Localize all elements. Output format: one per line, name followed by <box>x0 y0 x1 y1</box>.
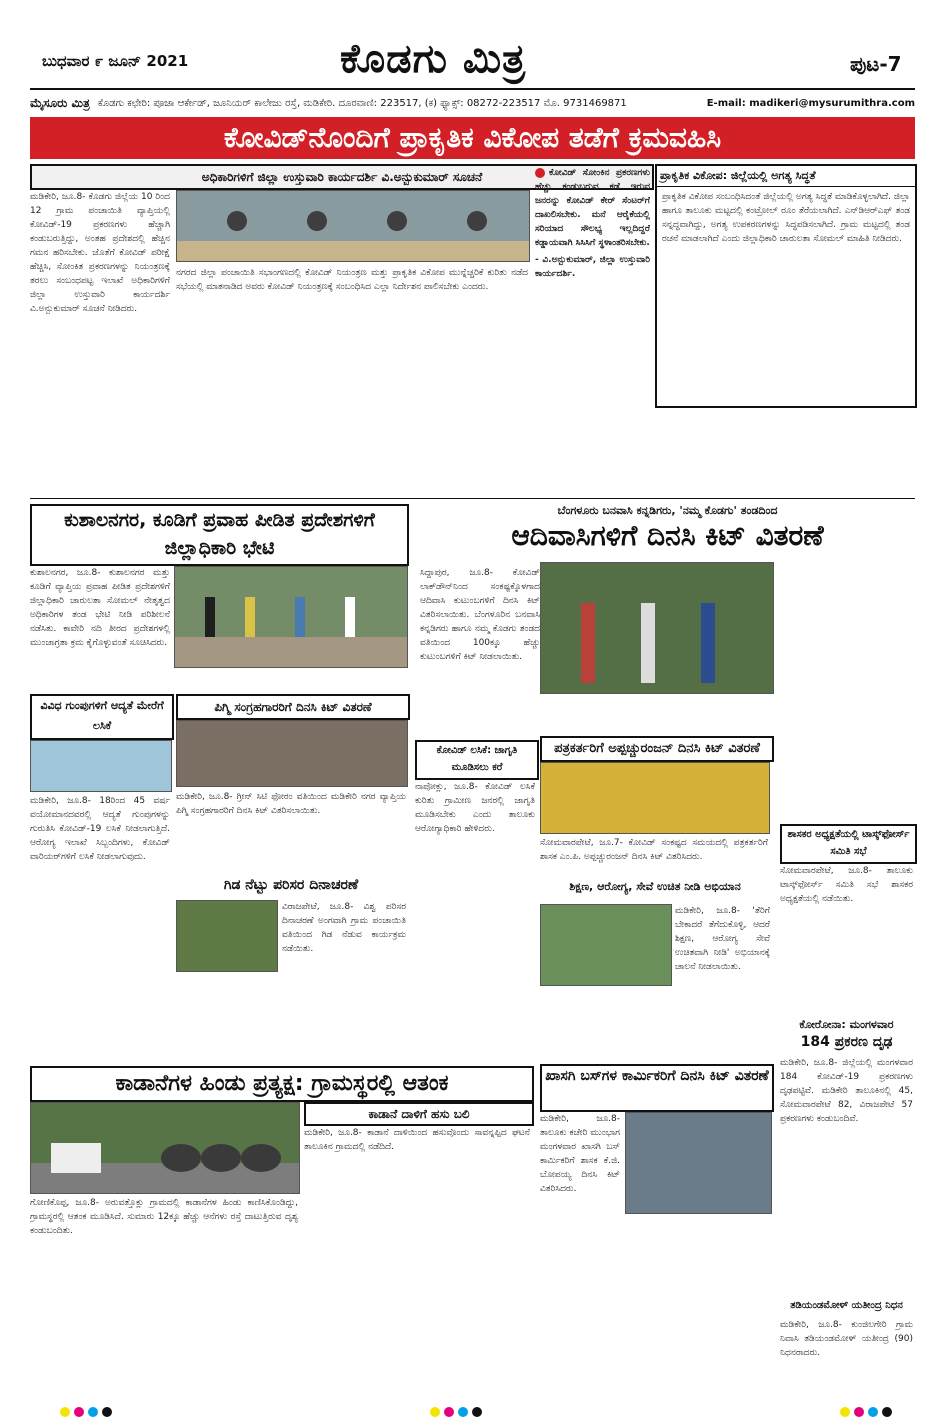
article-kushalnagar-text: ಕುಶಾಲನಗರ, ಜೂ.8- ಕುಶಾಲನಗರ ಮತ್ತು ಕೂಡಿಗೆ ವ್ಯಾಪ್ತಿಯ ಪ್ರವಾಹ ಪೀಡಿತ ಪ್ರದೇಶಗಳಿಗೆ ಜಿಲ್ಲಾಧಿಕಾರಿ ಚಾರುಲತಾ ಸೋಮಲ್ ನೇತೃತ್ವದ ಅಧಿಕಾರಿಗಳ ತಂಡ ಭೇಟಿ ನೀಡಿ ಪರಿಶೀಲನೆ ನಡೆಸಿತು. ಕಾವೇರಿ ನದಿ ತೀರದ ಪ್ರದೇಶಗಳಲ್ಲಿ ಮುಂಜಾಗ್ರತಾ ಕ್ರಮ ಕೈಗೊಳ್ಳುವಂತೆ ಸೂಚಿಸಿದರು. <box>30 568 170 648</box>
section-divider <box>30 498 915 499</box>
article-awareness-headline: ಕೋವಿಡ್ ಲಸಿಕೆ: ಜಾಗೃತಿ ಮೂಡಿಸಲು ಕರೆ <box>415 740 539 780</box>
lead-text-col2: ನಗರದ ಜಿಲ್ಲಾ ಪಂಚಾಯಿತಿ ಸಭಾಂಗಣದಲ್ಲಿ ಕೋವಿಡ್ ನಿಯಂತ್ರಣ ಮತ್ತು ಪ್ರಾಕೃತಿಕ ವಿಕೋಪ ಮುನ್ನೆಚ್ಚರಿಕೆ ಕುರಿತು ನಡೆದ ಸಭೆಯಲ್ಲಿ ಮಾತನಾಡಿದ ಅವರು ಕೋವಿಡ್ ನಿಯಂತ್ರಣಕ್ಕೆ ಸಂಬಂಧಿಸಿದ ಎಲ್ಲಾ ನಿರ್ದೇಶನ ಪಾಲಿಸಬೇಕು ಎಂದರು. <box>176 268 528 292</box>
page-number: ಪುಟ-7 <box>850 52 902 76</box>
adivasi-kit-photo <box>540 562 774 694</box>
meeting-photo <box>176 190 530 262</box>
article-kushalnagar-headline: ಕುಶಾಲನಗರ, ಕೂಡಿಗೆ ಪ್ರವಾಹ ಪೀಡಿತ ಪ್ರದೇಶಗಳಿಗೆ ಜಿಲ್ಲಾಧಿಕಾರಿ ಭೇಟಿ <box>30 504 409 566</box>
journalists-kit-photo <box>540 762 770 834</box>
elephant-herd-photo <box>30 1102 300 1194</box>
article-journalists-text: ಸೋಮವಾರಪೇಟೆ, ಜೂ.7- ಕೋವಿಡ್ ಸಂಕಷ್ಟದ ಸಮಯದಲ್ಲಿ ಪತ್ರಕರ್ತರಿಗೆ ಶಾಸಕ ಎಂ.ಪಿ. ಅಪ್ಪಚ್ಚುರಂಜನ್ ದಿನಸಿ ಕಿಟ್ ವಿತರಿಸಿದರು. <box>540 838 768 862</box>
office-info-bar <box>30 92 915 114</box>
article-corona-subhead: 184 ಪ್ರಕರಣ ದೃಢ <box>800 1034 893 1050</box>
edition-date: ಬುಧವಾರ ೯ ಜೂನ್ 2021 <box>42 52 189 70</box>
brand-name: ಮೈಸೂರು ಮಿತ್ರ <box>30 95 90 110</box>
article-journalists-headline: ಪತ್ರಕರ್ತರಿಗೆ ಅಪ್ಪಚ್ಚುರಂಜನ್ ದಿನಸಿ ಕಿಟ್ ವಿತರಣೆ <box>540 736 774 762</box>
lead-highlight-quote: ಕೋವಿಡ್ ಸೋಂಕಿನ ಪ್ರಕರಣಗಳು ಹೆಚ್ಚು ಕಂಡುಬರುವ ಕಡೆ ಇರುವ ಜನರನ್ನು ಕೋವಿಡ್ ಕೇರ್ ಸೆಂಟರ್‌ಗೆ ದಾಖಲಿಸಬೇಕು. ಮನೆ ಆರೈಕೆಯಲ್ಲಿ ಸರಿಯಾದ ಸೌಲಭ್ಯ ಇಲ್ಲದಿದ್ದರೆ ಕಡ್ಡಾಯವಾಗಿ ಸಿಸಿಸಿಗೆ ಸ್ಥಳಾಂತರಿಸಬೇಕು. - ವಿ.ಅನ್ಬುಕುಮಾರ್, ಜಿಲ್ಲಾ ಉಸ್ತುವಾರಿ ಕಾರ್ಯದರ್ಶಿ. <box>535 168 650 279</box>
print-color-marks-center <box>430 1402 486 1421</box>
article-cow-headline: ಕಾಡಾನೆ ದಾಳಿಗೆ ಹಸು ಬಲಿ <box>304 1102 534 1126</box>
sidebar-news-title: ಪ್ರಾಕೃತಿಕ ವಿಕೋಪ: ಜಿಲ್ಲೆಯಲ್ಲಿ ಅಗತ್ಯ ಸಿದ್ಧತೆ <box>657 166 915 187</box>
article-taskforce-headline: ಶಾಸಕರ ಅಧ್ಯಕ್ಷತೆಯಲ್ಲಿ ಟಾಸ್ಕ್‌ಫೋರ್ಸ್ ಸಮಿತಿ ಸಭೆ <box>780 824 917 864</box>
article-obituary-text: ಮಡಿಕೇರಿ, ಜೂ.8- ಕುಂಜಿಲಗೇರಿ ಗ್ರಾಮ ನಿವಾಸಿ ತಡಿಯಂಡಮೋಳ್ ಯತೀಂದ್ರ (90) ನಿಧನರಾದರು. <box>780 1320 913 1358</box>
tree-planting-photo <box>176 900 278 972</box>
article-corona-text: ಮಡಿಕೇರಿ, ಜೂ.8- ಜಿಲ್ಲೆಯಲ್ಲಿ ಮಂಗಳವಾರ 184 ಕೋವಿಡ್-19 ಪ್ರಕರಣಗಳು ದೃಢಪಟ್ಟಿವೆ. ಮಡಿಕೇರಿ ತಾಲೂಕಿನಲ್ಲಿ 45, ಸೋಮವಾರಪೇಟೆ 82, ವಿರಾಜಪೇಟೆ 57 ಪ್ರಕರಣಗಳು ಕಂಡುಬಂದಿವೆ. <box>780 1058 913 1124</box>
article-environment-headline: ಗಿಡ ನೆಟ್ಟು ಪರಿಸರ ದಿನಾಚರಣೆ <box>223 877 359 893</box>
article-awareness-text: ನಾಪೋಕ್ಲು, ಜೂ.8- ಕೋವಿಡ್ ಲಸಿಕೆ ಕುರಿತು ಗ್ರಾಮೀಣ ಜನರಲ್ಲಿ ಜಾಗೃತಿ ಮೂಡಿಸಬೇಕು ಎಂದು ತಾಲೂಕು ಆರೋಗ್ಯಾಧಿಕಾರಿ ಹೇಳಿದರು. <box>415 782 535 834</box>
article-adivasi-kicker: ಬೆಂಗಳೂರು ಬನವಾಸಿ ಕನ್ನಡಿಗರು, 'ನಮ್ಮ ಕೊಡಗು' ತಂಡದಿಂದ <box>557 504 778 517</box>
article-vaccine-text: ಮಡಿಕೇರಿ, ಜೂ.8- 18ರಿಂದ 45 ವರ್ಷ ವಯೋಮಾನದವರಲ್ಲಿ ಆದ್ಯತೆ ಗುಂಪುಗಳನ್ನು ಗುರುತಿಸಿ ಕೋವಿಡ್-19 ಲಸಿಕೆ ನೀಡಲಾಗುತ್ತಿದೆ. ಆರೋಗ್ಯ ಇಲಾಖೆ ಸಿಬ್ಬಂದಿಗಳು, ಕೋವಿಡ್ ವಾರಿಯರ್‌ಗಳಿಗೆ ಲಸಿಕೆ ನೀಡಲಾಗುವುದು. <box>30 796 170 862</box>
office-address: ಕೊಡಗು ಕಛೇರಿ: ಪೂಜಾ ಆರ್ಕೇಡ್, ಜೂನಿಯರ್ ಕಾಲೇಜು ರಸ್ತೆ, ಮಡಿಕೇರಿ. ದೂರವಾಣಿ: 223517, (ಕ) ಫ್ಯಾಕ್ಸ್: 08272-223517 ಮೊ. 9731469871 <box>97 97 627 109</box>
article-environment-text: ವಿರಾಜಪೇಟೆ, ಜೂ.8- ವಿಶ್ವ ಪರಿಸರ ದಿನಾಚರಣೆ ಅಂಗವಾಗಿ ಗ್ರಾಮ ಪಂಚಾಯಿತಿ ವತಿಯಿಂದ ಗಿಡ ನೆಡುವ ಕಾರ್ಯಕ್ರಮ ನಡೆಯಿತು. <box>282 902 406 954</box>
article-taskforce-text: ಸೋಮವಾರಪೇಟೆ, ಜೂ.8- ತಾಲೂಕು ಟಾಸ್ಕ್‌ಫೋರ್ಸ್ ಸಮಿತಿ ಸಭೆ ಶಾಸಕರ ಅಧ್ಯಕ್ಷತೆಯಲ್ಲಿ ನಡೆಯಿತು. <box>780 866 913 904</box>
vaccine-photo <box>30 740 172 792</box>
bullet-icon <box>535 168 545 178</box>
lead-headline: ಕೋವಿಡ್‌ನೊಂದಿಗೆ ಪ್ರಾಕೃತಿಕ ವಿಕೋಪ ತಡೆಗೆ ಕ್ರಮವಹಿಸಿ <box>30 117 915 159</box>
quote-attribution: - ವಿ.ಅನ್ಬುಕುಮಾರ್, ಜಿಲ್ಲಾ ಉಸ್ತುವಾರಿ ಕಾರ್ಯದರ್ಶಿ. <box>535 255 650 279</box>
article-adivasi-headline: ಆದಿವಾಸಿಗಳಿಗೆ ದಿನಸಿ ಕಿಟ್ ವಿತರಣೆ <box>511 519 824 552</box>
article-pigmi-headline: ಪಿಗ್ಮಿ ಸಂಗ್ರಹಗಾರರಿಗೆ ದಿನಸಿ ಕಿಟ್ ವಿತರಣೆ <box>176 694 410 720</box>
article-adivasi-text: ಸಿದ್ದಾಪುರ, ಜೂ.8- ಕೋವಿಡ್ ಲಾಕ್‌ಡೌನ್‌ನಿಂದ ಸಂಕಷ್ಟಕ್ಕೊಳಗಾದ ಆದಿವಾಸಿ ಕುಟುಂಬಗಳಿಗೆ ದಿನಸಿ ಕಿಟ್ ವಿತರಿಸಲಾಯಿತು. ಬೆಂಗಳೂರಿನ ಬನವಾಸಿ ಕನ್ನಡಿಗರು ಹಾಗೂ ನಮ್ಮ ಕೊಡಗು ತಂಡದ ವತಿಯಿಂದ 100ಕ್ಕೂ ಹೆಚ್ಚು ಕುಟುಂಬಗಳಿಗೆ ಕಿಟ್ ನೀಡಲಾಯಿತು. <box>420 568 540 662</box>
office-email: E-mail: madikeri@mysurumithra.com <box>706 97 915 109</box>
article-vaccine-headline: ವಿವಿಧ ಗುಂಪುಗಳಿಗೆ ಆದ್ಯತೆ ಮೇರೆಗೆ ಲಸಿಕೆ <box>30 694 174 740</box>
flood-visit-photo <box>174 566 408 668</box>
article-campaign-headline: ಶಿಕ್ಷಣ, ಆರೋಗ್ಯ, ಸೇವೆ ಉಚಿತ ನೀಡಿ ಅಭಿಯಾನ <box>569 880 741 893</box>
article-cow-text: ಮಡಿಕೇರಿ, ಜೂ.8- ಕಾಡಾನೆ ದಾಳಿಯಿಂದ ಹಸುವೊಂದು ಸಾವನ್ನಪ್ಪಿದ ಘಟನೆ ತಾಲೂಕಿನ ಗ್ರಾಮದಲ್ಲಿ ನಡೆದಿದೆ. <box>304 1128 530 1152</box>
campaign-photo <box>540 904 672 986</box>
sidebar-news-text: ಪ್ರಾಕೃತಿಕ ವಿಕೋಪ ಸಂಬಂಧಿಸಿದಂತೆ ಜಿಲ್ಲೆಯಲ್ಲಿ ಅಗತ್ಯ ಸಿದ್ಧತೆ ಮಾಡಿಕೊಳ್ಳಲಾಗಿದೆ. ಜಿಲ್ಲಾ ಹಾಗೂ ತಾಲೂಕು ಮಟ್ಟದಲ್ಲಿ ಕಂಟ್ರೋಲ್ ರೂಂ ತೆರೆಯಲಾಗಿದೆ. ಎನ್‌ಡಿಆರ್‌ಎಫ್ ತಂಡ ಸನ್ನದ್ಧವಾಗಿದ್ದು, ಅಗತ್ಯ ಉಪಕರಣಗಳನ್ನು ಸಿದ್ಧಪಡಿಸಲಾಗಿದೆ. ಗ್ರಾಮ ಮಟ್ಟದಲ್ಲಿ ತಂಡ ರಚನೆ ಮಾಡಲಾಗಿದೆ ಎಂದು ಜಿಲ್ಲಾಧಿಕಾರಿ ಚಾರುಲತಾ ಸೋಮಲ್ ಮಾಹಿತಿ ನೀಡಿದರು. <box>662 192 910 244</box>
article-elephant-text: ಗೋಣಿಕೊಪ್ಪ, ಜೂ.8- ಅರುವತ್ತೊಕ್ಲು ಗ್ರಾಮದಲ್ಲಿ ಕಾಡಾನೆಗಳ ಹಿಂಡು ಕಾಣಿಸಿಕೊಂಡಿದ್ದು, ಗ್ರಾಮಸ್ಥರಲ್ಲಿ ಆತಂಕ ಮೂಡಿಸಿದೆ. ಸುಮಾರು 12ಕ್ಕೂ ಹೆಚ್ಚು ಆನೆಗಳು ರಸ್ತೆ ದಾಟುತ್ತಿರುವ ದೃಶ್ಯ ಕಂಡುಬಂದಿತು. <box>30 1198 298 1236</box>
article-pigmi-text: ಮಡಿಕೇರಿ, ಜೂ.8- ಗ್ರೀನ್ ಸಿಟಿ ಫೋರಂ ವತಿಯಿಂದ ಮಡಿಕೇರಿ ನಗರ ವ್ಯಾಪ್ತಿಯ ಪಿಗ್ಮಿ ಸಂಗ್ರಹಗಾರರಿಗೆ ದಿನಸಿ ಕಿಟ್ ವಿತರಿಸಲಾಯಿತು. <box>176 792 406 816</box>
masthead-title: ಕೊಡಗು ಮಿತ್ರ <box>340 36 527 82</box>
article-elephant-headline: ಕಾಡಾನೆಗಳ ಹಿಂಡು ಪ್ರತ್ಯಕ್ಷ: ಗ್ರಾಮಸ್ಥರಲ್ಲಿ ಆತಂಕ <box>30 1066 534 1102</box>
article-bus-headline: ಖಾಸಗಿ ಬಸ್‌ಗಳ ಕಾರ್ಮಿಕರಿಗೆ ದಿನಸಿ ಕಿಟ್ ವಿತರಣೆ <box>540 1064 774 1112</box>
article-obituary-headline: ತಡಿಯಂಡಮೋಳ್ ಯತೀಂದ್ರ ನಿಧನ <box>790 1300 903 1311</box>
print-color-marks-left <box>60 1402 116 1421</box>
sidebar-news-box <box>655 164 917 408</box>
article-campaign-text: ಮಡಿಕೇರಿ, ಜೂ.8- 'ತೆರಿಗೆ ಬೇಕಾದರೆ ತೆಗೆದುಕೊಳ್ಳಿ, ಆದರೆ ಶಿಕ್ಷಣ, ಆರೋಗ್ಯ ಸೇವೆ ಉಚಿತವಾಗಿ ನೀಡಿ' ಅಭಿಯಾನಕ್ಕೆ ಚಾಲನೆ ನೀಡಲಾಯಿತು. <box>675 906 770 972</box>
bus-workers-photo <box>625 1112 772 1214</box>
article-bus-text: ಮಡಿಕೇರಿ, ಜೂ.8- ತಾಲೂಕು ಕಚೇರಿ ಮುಂಭಾಗ ಮಂಗಳವಾರ ಖಾಸಗಿ ಬಸ್ ಕಾರ್ಮಿಕರಿಗೆ ಶಾಸಕ ಕೆ.ಜಿ. ಬೋಪಯ್ಯ ದಿನಸಿ ಕಿಟ್ ವಿತರಿಸಿದರು. <box>540 1114 620 1194</box>
lead-text-col1: ಮಡಿಕೇರಿ, ಜೂ.8- ಕೊಡಗು ಜಿಲ್ಲೆಯ 10 ರಿಂದ 12 ಗ್ರಾಮ ಪಂಚಾಯಿತಿ ವ್ಯಾಪ್ತಿಯಲ್ಲಿ ಕೋವಿಡ್-19 ಪ್ರಕರಣಗಳು ಹೆಚ್ಚಾಗಿ ಕಂಡುಬರುತ್ತಿದ್ದು, ಅಂತಹ ಪ್ರದೇಶದಲ್ಲಿ ಹೆಚ್ಚಿನ ಗಮನ ಹರಿಸಬೇಕು. ಜೊತೆಗೆ ಕೋವಿಡ್ ಪರೀಕ್ಷೆ ಹೆಚ್ಚಿಸಿ, ಸೋಂಕಿತ ಪ್ರಕರಣಗಳನ್ನು ನಿಯಂತ್ರಣಕ್ಕೆ ತರಲು ಸಂಬಂಧಪಟ್ಟ ಇಲಾಖೆ ಅಧಿಕಾರಿಗಳಿಗೆ ಜಿಲ್ಲಾ ಉಸ್ತುವಾರಿ ಕಾರ್ಯದರ್ಶಿ ವಿ.ಅನ್ಬುಕುಮಾರ್ ಸೂಚನೆ ನೀಡಿದರು. <box>30 192 170 314</box>
lead-subhead: ಅಧಿಕಾರಿಗಳಿಗೆ ಜಿಲ್ಲಾ ಉಸ್ತುವಾರಿ ಕಾರ್ಯದರ್ಶಿ ವಿ.ಅನ್ಬುಕುಮಾರ್ ಸೂಚನೆ <box>30 164 654 190</box>
header-rule <box>30 88 915 90</box>
article-corona-headline: ಕೋರೋನಾ: ಮಂಗಳವಾರ <box>799 1018 894 1031</box>
print-color-marks-right <box>840 1402 896 1421</box>
pigmi-kit-photo <box>176 720 408 787</box>
